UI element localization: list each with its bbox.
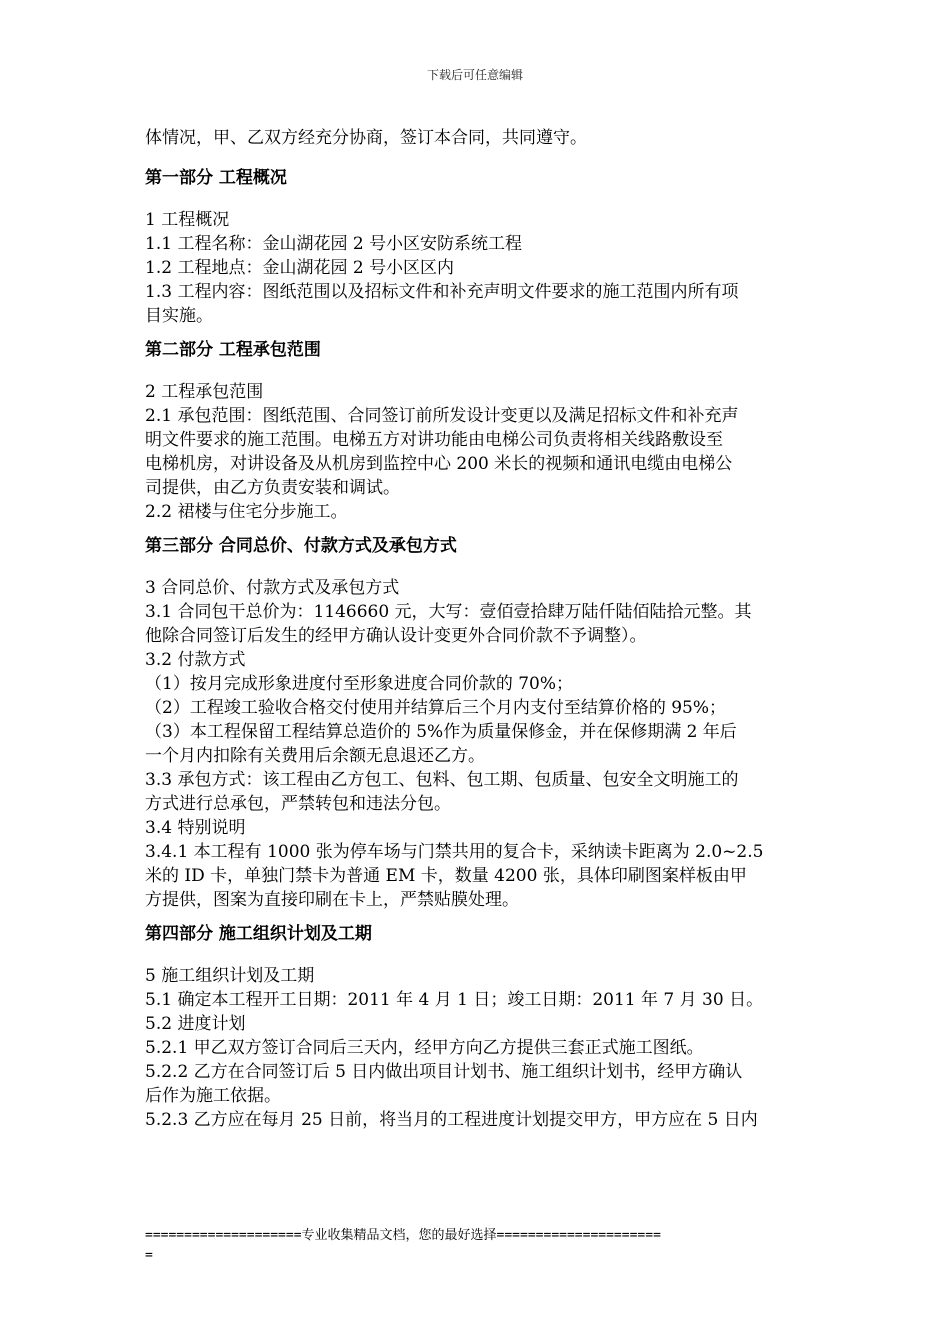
section-line: （2）工程竣工验收合格交付使用并结算后三个月内支付至结算价格的 95%； [145,698,727,718]
section-line: 3 合同总价、付款方式及承包方式 [145,578,400,598]
section-line: 3.3 承包方式：该工程由乙方包工、包料、包工期、包质量、包安全文明施工的 [145,770,739,790]
section-line: 电梯机房，对讲设备及从机房到监控中心 200 米长的视频和通讯电缆由电梯公 [145,454,733,474]
section-line: （3）本工程保留工程结算总造价的 5%作为质量保修金，并在保修期满 2 年后 [145,722,737,742]
section-line: 3.4.1 本工程有 1000 张为停车场与门禁共用的复合卡，采纳读卡距离为 2.0~2.5 [145,842,764,862]
section-heading: 第三部分 合同总价、付款方式及承包方式 [145,536,457,556]
page-footer [145,1226,810,1266]
section-heading: 第二部分 工程承包范围 [145,340,321,360]
section-line: 1 工程概况 [145,210,230,230]
section-line: 5.2.2 乙方在合同签订后 5 日内做出项目计划书、施工组织计划书，经甲方确认 [145,1062,743,1082]
section-line: 5.2.3 乙方应在每月 25 日前，将当月的工程进度计划提交甲方，甲方应在 5 日内 [145,1110,758,1130]
section-line: 2 工程承包范围 [145,382,264,402]
section-line: 方式进行总承包，严禁转包和违法分包。 [145,794,451,814]
section-3 [145,534,810,912]
section-line: 目实施。 [145,306,213,326]
section-heading: 第四部分 施工组织计划及工期 [145,924,372,944]
section-line: 1.1 工程名称：金山湖花园 2 号小区安防系统工程 [145,234,523,254]
section-line: 5.2.1 甲乙双方签订合同后三天内，经甲方向乙方提供三套正式施工图纸。 [145,1038,704,1058]
section-line: 米的 ID 卡，单独门禁卡为普通 EM 卡，数量 4200 张，具体印刷图案样板由甲 [145,866,747,886]
section-line: 1.2 工程地点：金山湖花园 2 号小区区内 [145,258,455,278]
section-line: 2.2 裙楼与住宅分步施工。 [145,502,348,522]
section-line: 3.2 付款方式 [145,650,246,670]
section-line: 5 施工组织计划及工期 [145,966,315,986]
lead-paragraph: 体情况，甲、乙双方经充分协商，签订本合同，共同遵守。 [145,128,587,148]
section-line: 3.1 合同包干总价为：1146660 元，大写：壹佰壹拾肆万陆仟陆佰陆拾元整。其 [145,602,752,622]
page-header: 下载后可任意编辑 [426,68,523,82]
section-line: 后作为施工依据。 [145,1086,281,1106]
document-body [145,126,810,1142]
footer-line: = [145,1248,153,1263]
section-2 [145,338,810,524]
section-line: 1.3 工程内容：图纸范围以及招标文件和补充声明文件要求的施工范围内所有项 [145,282,739,302]
section-4 [145,922,810,1132]
section-line: 5.2 进度计划 [145,1014,246,1034]
section-heading: 第一部分 工程概况 [145,168,287,188]
section-1 [145,166,810,328]
section-line: 司提供，由乙方负责安装和调试。 [145,478,400,498]
section-line: 他除合同签订后发生的经甲方确认设计变更外合同价款不予调整）。 [145,626,647,646]
section-line: 2.1 承包范围：图纸范围、合同签订前所发设计变更以及满足招标文件和补充声 [145,406,739,426]
footer-line: ====================专业收集精品文档，您的最好选择===================== [145,1228,661,1243]
section-line: （1）按月完成形象进度付至形象进度合同价款的 70%； [145,674,574,694]
section-line: 明文件要求的施工范围。电梯五方对讲功能由电梯公司负责将相关线路敷设至 [145,430,723,450]
section-line: 方提供，图案为直接印刷在卡上，严禁贴膜处理。 [145,890,519,910]
section-line: 一个月内扣除有关费用后余额无息退还乙方。 [145,746,485,766]
section-line: 3.4 特别说明 [145,818,246,838]
section-line: 5.1 确定本工程开工日期：2011 年 4 月 1 日；竣工日期：2011 年 7 月 30 日。 [145,990,764,1010]
